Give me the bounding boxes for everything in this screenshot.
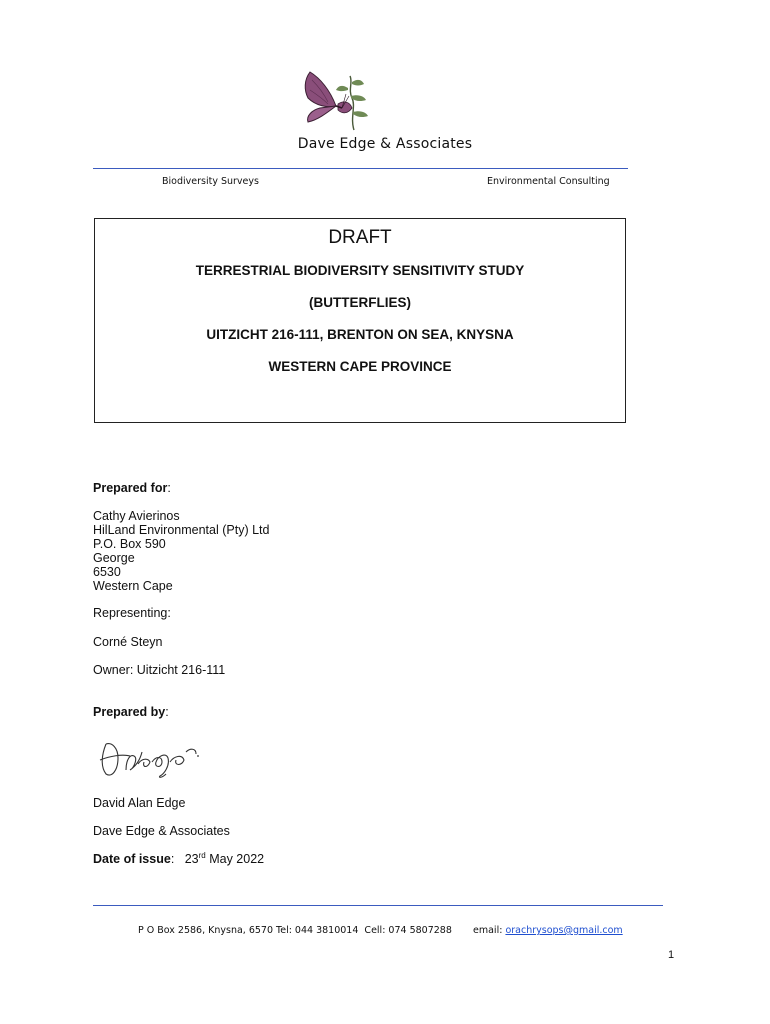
header-tag-right: Environmental Consulting xyxy=(487,176,610,187)
company-name: Dave Edge & Associates xyxy=(297,136,473,152)
prepared-by-label: Prepared by xyxy=(93,705,166,719)
representing-label: Representing: xyxy=(93,606,171,620)
footer-contact-text: P O Box 2586, Knysna, 6570 Tel: 044 3810014 Cell: 074 5807288 email: xyxy=(138,925,506,936)
title-line-2: (BUTTERFLIES) xyxy=(309,295,411,310)
title-line-1: TERRESTRIAL BIODIVERSITY SENSITIVITY STUDY xyxy=(195,263,525,278)
footer-rule xyxy=(93,905,663,906)
page-number: 1 xyxy=(668,949,675,961)
address-line: Cathy Avierinos xyxy=(93,509,180,523)
draft-label: DRAFT xyxy=(328,227,392,248)
date-colon: : xyxy=(170,852,175,866)
title-line-4: WESTERN CAPE PROVINCE xyxy=(268,359,452,374)
footer-email-link[interactable]: orachrysops@gmail.com xyxy=(505,925,623,936)
date-day: 23 xyxy=(184,852,199,866)
owner-line: Owner: Uitzicht 216-111 xyxy=(93,663,226,677)
header-tag-left: Biodiversity Surveys xyxy=(162,176,259,187)
header-rule xyxy=(93,168,628,169)
address-line: Western Cape xyxy=(93,579,173,593)
representing-name: Corné Steyn xyxy=(93,635,163,649)
title-box xyxy=(94,218,626,423)
date-of-issue xyxy=(93,852,264,866)
date-label: Date of issue xyxy=(93,852,171,866)
prepared-for-heading xyxy=(93,481,171,495)
title-line-3: UITZICHT 216-111, BRENTON ON SEA, KNYSNA xyxy=(206,327,514,342)
prepared-for-label: Prepared for xyxy=(93,481,168,495)
address-line: P.O. Box 590 xyxy=(93,537,166,551)
address-line: 6530 xyxy=(93,565,121,579)
prepared-by-heading xyxy=(93,705,169,719)
address-line: George xyxy=(93,551,135,565)
date-rest: May 2022 xyxy=(205,852,265,866)
date-suffix: rd xyxy=(198,850,206,860)
prepared-for-colon: : xyxy=(167,481,171,495)
prepared-by-colon: : xyxy=(165,705,169,719)
preparer-company: Dave Edge & Associates xyxy=(93,824,230,838)
prepared-for-address xyxy=(93,509,269,593)
footer-contact xyxy=(138,925,623,936)
address-line: HilLand Environmental (Pty) Ltd xyxy=(93,523,270,537)
butterfly-logo-icon xyxy=(298,68,374,138)
signature-icon xyxy=(96,734,202,782)
preparer-name: David Alan Edge xyxy=(93,796,186,810)
